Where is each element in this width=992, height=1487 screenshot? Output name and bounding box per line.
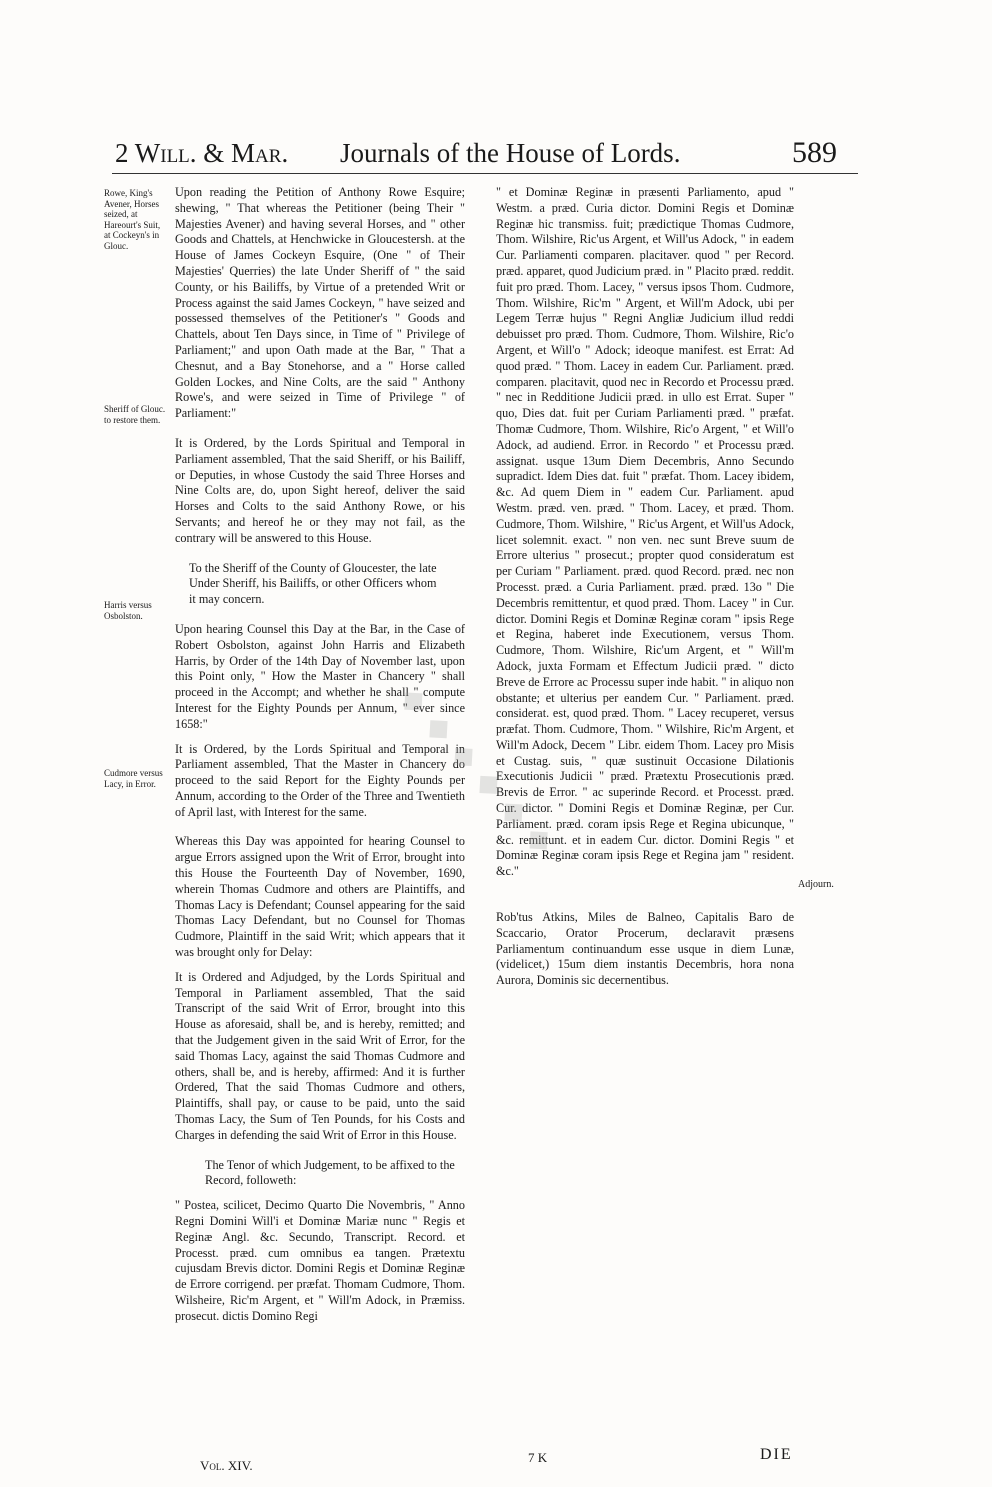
header-rule bbox=[112, 173, 858, 174]
paragraph-latin-postea: " Postea, scilicet, Decimo Quarto Die Novembris, " Anno Regni Domini Will'i et Dominæ Mariæ nunc " Regis et Reginæ Angl. &c. Secundo, Transcript. Record. et Processt. præd. cum omnibus ea tangen. Prætextu cujusdam Brevis dictor. Domini Regis et Dominæ Reginæ de Errore corrigend. per præfat. Thomam Cudmore, Thom. Wilsheire, Ric'm Argent, et " Will'm Adock, in Præmiss. prosecut. dictis Domino Regi bbox=[175, 1198, 465, 1323]
paragraph-cudmore-order: It is Ordered and Adjudged, by the Lords Spiritual and Temporal in Parliament assembled, That the said Transcript of the said Writ of Error, brought into this House as aforesaid, shall be, and is hereby, remitted; and that the Judgement given in the said Writ of Error, for the said Thomas Lacy, against the said Thomas Cudmore and others, shall be, and is hereby, affirmed: And it is further Ordered, That the said Thomas Cudmore and others, Plaintiffs, shall pay, or cause to be paid, unto the said Thomas Lacy, the Sum of Ten Pounds, for his Costs and Charges in defending the said Writ of Error in this House. bbox=[175, 969, 465, 1142]
tenor-heading: The Tenor of which Judgement, to be affixed to the Record, followeth: bbox=[205, 1157, 455, 1188]
paragraph-harris-hearing: Upon hearing Counsel this Day at the Bar, in the Case of Robert Osbolston, against John Harris and Elizabeth Harris, by Order of the 14th Day of November last, upon this Point only, " How the Master in Chancery " shall proceed in the Accompt; and whether he shall " compute Interest for the Eighty Pounds per Annum, " ever since 1658:" bbox=[175, 621, 465, 731]
margin-note-harris: Harris versus Osbolston. bbox=[104, 600, 152, 621]
paragraph-harris-order: It is Ordered, by the Lords Spiritual and Temporal in Parliament assembled, That the Master in Chancery do proceed to the said Report for the Eighty Pounds per Annum, according to the Order of the Three and Twentieth of April last, with Interest for the same. bbox=[175, 741, 465, 819]
paragraph-adjournment: Rob'tus Atkins, Miles de Balneo, Capitalis Baro de Scaccario, Orator Procerum, declaravit præsens Parliamentum continuandum esse usque in diem Lunæ, (videlicet,) 15um diem instantis Decembris, hora nona Aurora, Dominis sic decernentibus. bbox=[496, 910, 794, 988]
running-head-left: 2 Will. & Mar. bbox=[115, 138, 289, 168]
right-column bbox=[496, 185, 794, 989]
paragraph-rowe-petition: Upon reading the Petition of Anthony Rowe Esquire; shewing, " That whereas the Petitioner (being Their " Majesties Avener) and having several Horses, and " other Goods and Chattels, at Henchwicke in Gloucestersh. at the House of James Cockeyn Esquire, (One " of Their Majesties' Querries) the late Under Sheriff of " the said County, or his Bailiffs, by Virtue of a pretended Writ or Process against the said James Cockeyn, " have seized and possessed themselves of the Petitioner's " Goods and Chattels, about Ten Days since, in Time of " Privilege of Parliament;" and upon Oath made at the Bar, " That a Chesnut, and a Bay Stonehorse, and a " Horse called Golden Lockes, and Nine Colts, are the said " Anthony Rowe's, and were seized in Time of Privilege " of Parliament:" bbox=[175, 185, 465, 421]
catchword: DIE bbox=[760, 1446, 793, 1463]
paragraph-cudmore-whereas: Whereas this Day was appointed for hearing Counsel to argue Errors assigned upon the Writ of Error, brought into this House the Fourteenth Day of November, 1690, wherein Thomas Cudmore and others are Plaintiffs, and Thomas Lacy is Defendant; Counsel appearing for the said Thomas Lacy Defendant, but no Counsel for Thomas Cudmore, Plaintiff in the said Writ; which appears that it was brought only for Delay: bbox=[175, 834, 465, 960]
watermark-overlay: ◆ ◆ ◆ ◆ ◆ ◆ bbox=[394, 680, 562, 862]
left-column bbox=[175, 185, 465, 1325]
margin-note-rowe: Rowe, King's Avener, Horses seized, at Hareourt's Suit, at Cockeyn's in Glouc. bbox=[104, 188, 161, 251]
paragraph-latin-continued: " et Dominæ Reginæ in præsenti Parliamento, apud " Westm. a præd. Curia dictor. Domini Regis et Dominæ Reginæ hic transmiss. fuit; prædictique Thomas Cudmore, Thom. Wilshire, Ric'us Argent, et Will'us Adock, " in eadem Cur. Parliamenti comparen. placitaver. quod " per Record. præd. apparet, quod Judicium præd. in " Placito præd. reddit. fuit pro præd. Thom. Lacey, " versus ipsos Thom. Cudmore, Thom. Wilshire, Ric'm " Argent, et Will'm Adock, ubi per Legem Terræ hujus " Regni Angliæ Judicium illud reddi debuisset pro præd. Thom. Cudmore, Thom. Wilshire, Ric'o Argent, et Will'o " Adock; ideoque manifest. est Errat: Ad quod præd. " Thom. Lacey in eadem Cur. Parliament. præd. comparen. placitavit, quod nec in Recordo et Processu præd. " nec in Redditione Judicii præd. in ullo est Errat. Super " quo, Dies dat. fuit per Curiam Parliamenti præd. " præfat. Thomæ Cudmore, Thom. Wilshire, Ric'o Argent, " et Will'o Adock, ad audiend. Error. in Recordo " et Processu præd. assignat. usque 13um Diem Decembris, Anno Secundo supradict. Idem Dies dat. fuit " præfat. Thom. Lacey ibidem, &c. Ad quem Diem in " eadem Cur. Parliament. apud Westm. præd. ven. præd. " Thom. Lacey, et præd. Thom. Cudmore, Thom. Wilshire, " Ric'us Argent, et Will'us Adock, licet solemnit. exact. " non ven. nec sunt Breve suum de Errore ulterius " prosecut.; propter quod consideratum est per Curiam " Parliament. præd. quod Record. præd. nec non Processt. præd. a Curia Parliament. præd. præd. 13o " Die Decembris remittentur, et quod præd. Thom. Lacey " in Cur. dictor. Domini Regis et Dominæ Reginæ coram " ipsis Rege et Regina, haberet inde Executionem, versus Thom. Cudmore, Thom. Wilshire, Ric'um Argent, et " Will'm Adock, juxta Formam et Effectum Judicii præd. " dicto Breve de Errore ac Processu super inde habit. " in aliquo non obstante; et ulterius per eandem Cur. " Parliament. præd. considerat. est, quod præd. Thom. " Lacey recuperet, versus præfat. Thom. Cudmore, Thom. " Wilshire, Ric'm Argent, et Will'm Adock, Decem " Libr. eidem Thom. Lacey pro Misis et Custag. suis, " quæ sustinuit Occasione Dilationis Executionis Judicii " præd. Prætextu Prosecutionis præd. Brevis de Error. " ac superinde Record. et Processt. præd. Cur. dictor. " Domini Regis et Dominæ Reginæ, per Cur. Parliament. præd. coram ipsis Rege et Regina ubicunque, " &c. remittunt. et in eadem Cur. dictor. Domini Regis " et Dominæ Reginæ coram ipsis Rege et Regina jam " resident. &c." bbox=[496, 185, 794, 879]
running-head-title: Journals of the House of Lords. bbox=[340, 138, 681, 168]
margin-note-sheriff: Sheriff of Glouc. to restore them. bbox=[104, 404, 166, 425]
margin-note-cudmore: Cudmore versus Lacy, in Error. bbox=[104, 768, 163, 789]
volume-label: Vol. XIV. bbox=[200, 1458, 253, 1473]
margin-note-adjourn: Adjourn. bbox=[798, 879, 834, 890]
page-number: 589 bbox=[792, 136, 837, 169]
signature-mark: 7 K bbox=[528, 1450, 548, 1465]
paragraph-sheriff-order: It is Ordered, by the Lords Spiritual and Temporal in Parliament assembled, That the said Sheriff, or his Bailiff, or Deputies, in whose Custody the said Three Horses and Nine Colts are, do, upon Sight hereof, deliver the said Horses and Colts to the said Anthony Rowe, or his Servants; and hereof he or they may not fail, as the contrary will be answered to this House. bbox=[175, 435, 465, 545]
address-to-sheriff: To the Sheriff of the County of Gloucester, the late Under Sheriff, his Bailiffs, or other Officers whom it may concern. bbox=[189, 560, 437, 607]
